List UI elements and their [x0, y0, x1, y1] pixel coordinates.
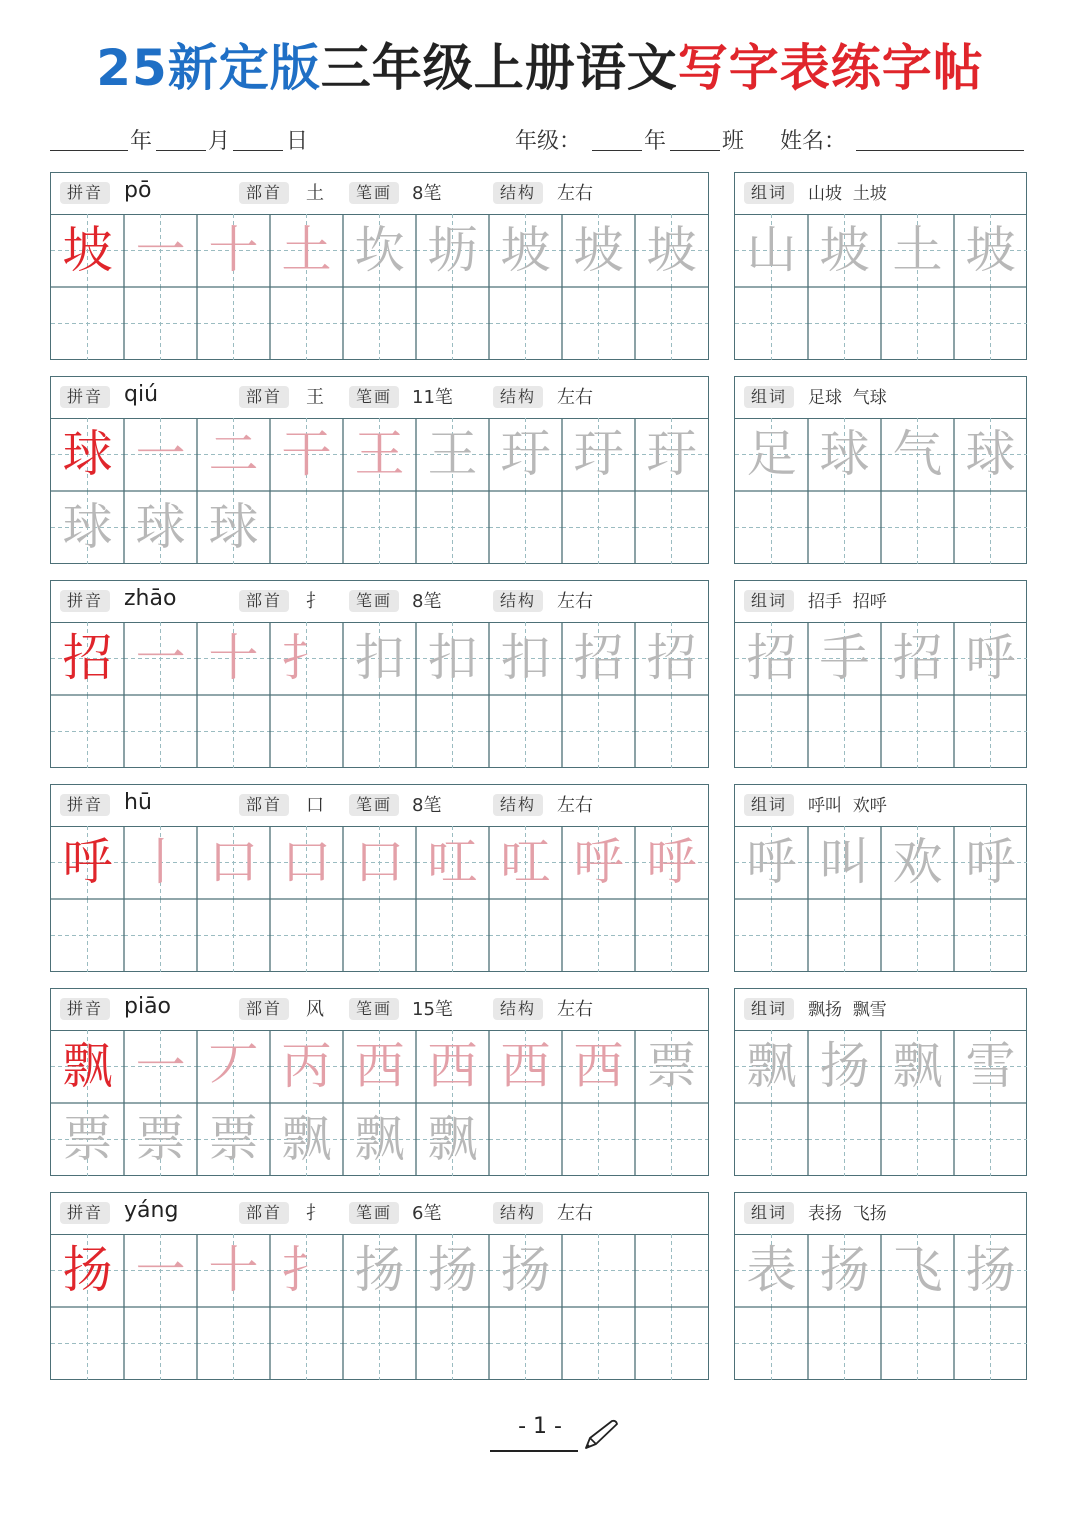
stroke-order-char: 扣: [354, 629, 405, 687]
stroke-order-char: 扣: [500, 629, 551, 687]
stroke-order-char: 王: [354, 425, 405, 483]
stroke-order-cell: [270, 1030, 343, 1103]
stroke-order-cell: [124, 1030, 197, 1103]
char-info-header: [51, 173, 708, 215]
structure-tag: 结构: [493, 182, 543, 204]
word-writing-grid[interactable]: [735, 1234, 1026, 1380]
stroke-order-cell: [416, 418, 489, 491]
footer-underline: [490, 1450, 578, 1452]
stroke-order-char: 西: [500, 1037, 551, 1095]
pinyin-tag: 拼音: [60, 182, 110, 204]
stroke-order-char: 一: [135, 425, 186, 483]
word-char: 气: [892, 425, 943, 483]
pinyin-tag: 拼音: [60, 998, 110, 1020]
stroke-order-cell: [270, 826, 343, 899]
stroke-order-cell: [489, 826, 562, 899]
structure-value: 左右: [557, 1203, 593, 1224]
strokes-value: 8笔: [412, 795, 442, 816]
stroke-order-char: 扬: [500, 1241, 551, 1299]
char-info-header: [51, 785, 708, 827]
strokes-value: 11笔: [412, 387, 453, 408]
stroke-order-cell: [489, 622, 562, 695]
pinyin-tag: 拼音: [60, 1202, 110, 1224]
pinyin-value: yáng: [124, 1198, 179, 1223]
stroke-order-char: 丙: [281, 1037, 332, 1095]
writing-grid[interactable]: [51, 826, 708, 972]
word-char-cell: [735, 1234, 808, 1307]
word-char: 扬: [819, 1241, 870, 1299]
stroke-order-cell: [197, 1030, 270, 1103]
stroke-order-char: 一: [135, 1037, 186, 1095]
model-char: 招: [62, 629, 113, 687]
model-char: 飘: [62, 1037, 113, 1095]
grade-year-label: 年: [644, 129, 667, 154]
name-label: 姓名：: [780, 129, 847, 154]
stroke-order-cell: [343, 214, 416, 287]
stroke-order-char: 扣: [427, 629, 478, 687]
strokes-tag: 笔画: [349, 794, 399, 816]
strokes-value: 8笔: [412, 591, 442, 612]
model-char: 呼: [62, 833, 113, 891]
stroke-order-cell: [270, 622, 343, 695]
month-blank[interactable]: [156, 150, 206, 151]
stroke-order-cell: [124, 418, 197, 491]
char-info-header: [51, 581, 708, 623]
stroke-order-cell: [562, 622, 635, 695]
stroke-order-cell: [635, 1030, 708, 1103]
stroke-order-char: 飘: [427, 1110, 478, 1168]
model-char-cell: [51, 1030, 124, 1103]
strokes-tag: 笔画: [349, 386, 399, 408]
strokes-tag: 笔画: [349, 998, 399, 1020]
stroke-order-char: 票: [135, 1110, 186, 1168]
stroke-order-char: 玗: [573, 425, 624, 483]
word-char-cell: [735, 826, 808, 899]
stroke-order-char: 一: [135, 1241, 186, 1299]
model-char-cell: [51, 622, 124, 695]
word-char-cell: [808, 1030, 881, 1103]
radical-tag: 部首: [239, 998, 289, 1020]
title-part-3: 写字表练字帖: [677, 39, 984, 97]
word-char: 欢: [892, 833, 943, 891]
radical-value: 风: [306, 999, 324, 1020]
stroke-order-char: 叿: [427, 833, 478, 891]
stroke-order-char: 叿: [500, 833, 551, 891]
stroke-order-char: 口: [354, 833, 405, 891]
structure-value: 左右: [557, 591, 593, 612]
stroke-order-cell: [51, 491, 124, 564]
words-header: [735, 581, 1026, 623]
stroke-order-cell: [635, 418, 708, 491]
word-char: 飞: [892, 1241, 943, 1299]
word-writing-grid[interactable]: [735, 826, 1026, 972]
month-label: 月: [208, 129, 231, 154]
stroke-order-char: 坡: [573, 221, 624, 279]
radical-tag: 部首: [239, 386, 289, 408]
char-block: [50, 1192, 1027, 1380]
stroke-order-cell: [124, 1103, 197, 1176]
word-char-cell: [881, 1234, 954, 1307]
word-char: 叫: [819, 833, 870, 891]
radical-value: 口: [306, 795, 324, 816]
writing-grid[interactable]: [51, 622, 708, 768]
stroke-order-cell: [416, 1234, 489, 1307]
words-tag: 组词: [744, 182, 794, 204]
word-char: 足: [746, 425, 797, 483]
stroke-order-char: 坡: [646, 221, 697, 279]
stroke-order-char: 飘: [354, 1110, 405, 1168]
stroke-order-cell: [343, 1103, 416, 1176]
radical-tag: 部首: [239, 794, 289, 816]
word-char-cell: [881, 418, 954, 491]
structure-value: 左右: [557, 795, 593, 816]
char-practice-panel: [50, 784, 709, 972]
stroke-order-cell: [124, 491, 197, 564]
words-header: [735, 1193, 1026, 1235]
word-char-cell: [735, 1030, 808, 1103]
stroke-order-char: 票: [646, 1037, 697, 1095]
word-writing-grid[interactable]: [735, 214, 1026, 360]
word-char-cell: [735, 214, 808, 287]
stroke-order-char: 扬: [427, 1241, 478, 1299]
stroke-order-cell: [562, 826, 635, 899]
word-char-cell: [881, 826, 954, 899]
word-practice-panel: [734, 988, 1027, 1176]
stroke-order-char: 十: [208, 221, 259, 279]
stroke-order-char: 丆: [208, 1037, 259, 1095]
word-char: 坡: [965, 221, 1016, 279]
day-label: 日: [286, 129, 309, 154]
year-blank[interactable]: [50, 150, 128, 151]
word-char-cell: [735, 622, 808, 695]
radical-tag: 部首: [239, 1202, 289, 1224]
info-line: [50, 120, 1025, 156]
word-char: 招: [746, 629, 797, 687]
words-tag: 组词: [744, 386, 794, 408]
stroke-order-char: 球: [135, 498, 186, 556]
stroke-order-char: 飘: [281, 1110, 332, 1168]
words-tag: 组词: [744, 998, 794, 1020]
writing-grid[interactable]: [51, 418, 708, 564]
word-char-cell: [954, 214, 1027, 287]
word-char: 坡: [819, 221, 870, 279]
stroke-order-char: 二: [208, 425, 259, 483]
pinyin-value: zhāo: [124, 586, 177, 611]
model-char-cell: [51, 418, 124, 491]
stroke-order-char: 干: [281, 425, 332, 483]
stroke-order-char: 票: [208, 1110, 259, 1168]
word-char-cell: [954, 622, 1027, 695]
stroke-order-char: 一: [135, 221, 186, 279]
word-writing-grid[interactable]: [735, 1030, 1026, 1176]
word-char: 土: [892, 221, 943, 279]
words-tag: 组词: [744, 590, 794, 612]
stroke-order-cell: [562, 214, 635, 287]
word-practice-panel: [734, 376, 1027, 564]
structure-tag: 结构: [493, 794, 543, 816]
writing-grid[interactable]: [51, 1234, 708, 1380]
stroke-order-char: 坜: [427, 221, 478, 279]
words-value: 呼叫 欢呼: [808, 796, 887, 816]
day-blank[interactable]: [233, 150, 283, 151]
word-char: 招: [892, 629, 943, 687]
char-practice-panel: [50, 376, 709, 564]
page-number: - 1 -: [518, 1414, 562, 1439]
char-info-header: [51, 377, 708, 419]
words-header: [735, 173, 1026, 215]
stroke-order-cell: [489, 1234, 562, 1307]
strokes-value: 8笔: [412, 183, 442, 204]
char-info-header: [51, 989, 708, 1031]
radical-tag: 部首: [239, 590, 289, 612]
word-char: 表: [746, 1241, 797, 1299]
word-char-cell: [808, 622, 881, 695]
pinyin-value: pō: [124, 178, 152, 203]
words-value: 足球 气球: [808, 388, 887, 408]
title-part-2: 三年级上册语文: [320, 39, 678, 97]
writing-grid[interactable]: [51, 1030, 708, 1176]
words-value: 表扬 飞扬: [808, 1204, 887, 1224]
word-practice-panel: [734, 1192, 1027, 1380]
pinyin-value: piāo: [124, 994, 172, 1019]
stroke-order-cell: [489, 1030, 562, 1103]
structure-value: 左右: [557, 387, 593, 408]
radical-value: 扌: [306, 591, 324, 612]
words-value: 飘扬 飘雪: [808, 1000, 887, 1020]
word-char-cell: [881, 622, 954, 695]
words-header: [735, 989, 1026, 1031]
stroke-order-cell: [197, 622, 270, 695]
stroke-order-char: 呼: [573, 833, 624, 891]
stroke-order-char: 土: [281, 221, 332, 279]
writing-grid[interactable]: [51, 214, 708, 360]
word-char-cell: [808, 1234, 881, 1307]
stroke-order-char: 扬: [354, 1241, 405, 1299]
word-char-cell: [881, 214, 954, 287]
word-char: 山: [746, 221, 797, 279]
strokes-tag: 笔画: [349, 590, 399, 612]
structure-value: 左右: [557, 999, 593, 1020]
radical-value: 扌: [306, 1203, 324, 1224]
char-info-header: [51, 1193, 708, 1235]
stroke-order-char: 西: [354, 1037, 405, 1095]
radical-value: 王: [306, 387, 324, 408]
char-block: [50, 784, 1027, 972]
stroke-order-char: 坡: [500, 221, 551, 279]
stroke-order-char: 王: [427, 425, 478, 483]
stroke-order-char: 口: [208, 833, 259, 891]
word-char-cell: [808, 418, 881, 491]
char-practice-panel: [50, 1192, 709, 1380]
words-header: [735, 785, 1026, 827]
stroke-order-char: 玗: [646, 425, 697, 483]
stroke-order-char: 呼: [646, 833, 697, 891]
class-blank[interactable]: [670, 150, 720, 151]
char-practice-panel: [50, 988, 709, 1176]
stroke-order-cell: [343, 826, 416, 899]
model-char-cell: [51, 826, 124, 899]
char-block: [50, 172, 1027, 360]
model-char: 扬: [62, 1241, 113, 1299]
words-tag: 组词: [744, 1202, 794, 1224]
radical-value: 土: [306, 183, 324, 204]
pinyin-value: qiú: [124, 382, 159, 407]
stroke-order-char: 球: [62, 498, 113, 556]
title-part-1: 25新定版: [96, 39, 321, 97]
stroke-order-char: 招: [573, 629, 624, 687]
class-label: 班: [722, 129, 745, 154]
structure-value: 左右: [557, 183, 593, 204]
stroke-order-char: 一: [135, 629, 186, 687]
strokes-value: 6笔: [412, 1203, 442, 1224]
pinyin-tag: 拼音: [60, 794, 110, 816]
stroke-order-char: 十: [208, 629, 259, 687]
stroke-order-char: 口: [281, 833, 332, 891]
pinyin-tag: 拼音: [60, 590, 110, 612]
stroke-order-cell: [124, 1234, 197, 1307]
stroke-order-cell: [270, 418, 343, 491]
model-char-cell: [51, 1234, 124, 1307]
char-block: [50, 580, 1027, 768]
word-char: 扬: [965, 1241, 1016, 1299]
stroke-order-cell: [343, 1030, 416, 1103]
pen-icon: [580, 1418, 620, 1452]
stroke-order-cell: [343, 418, 416, 491]
stroke-order-cell: [562, 418, 635, 491]
char-practice-panel: [50, 172, 709, 360]
char-block: [50, 376, 1027, 564]
stroke-order-cell: [416, 1103, 489, 1176]
strokes-value: 15笔: [412, 999, 453, 1020]
strokes-tag: 笔画: [349, 182, 399, 204]
grade-year-blank[interactable]: [592, 150, 642, 151]
radical-tag: 部首: [239, 182, 289, 204]
stroke-order-cell: [343, 1234, 416, 1307]
strokes-tag: 笔画: [349, 1202, 399, 1224]
name-blank[interactable]: [856, 150, 1024, 151]
stroke-order-cell: [197, 418, 270, 491]
stroke-order-cell: [270, 1103, 343, 1176]
stroke-order-cell: [489, 214, 562, 287]
stroke-order-char: 坎: [354, 221, 405, 279]
structure-tag: 结构: [493, 386, 543, 408]
stroke-order-cell: [416, 1030, 489, 1103]
word-char: 手: [819, 629, 870, 687]
stroke-order-cell: [416, 826, 489, 899]
word-practice-panel: [734, 784, 1027, 972]
word-practice-panel: [734, 172, 1027, 360]
stroke-order-cell: [635, 622, 708, 695]
word-char-cell: [954, 826, 1027, 899]
word-char-cell: [735, 418, 808, 491]
char-block: [50, 988, 1027, 1176]
model-char: 球: [62, 425, 113, 483]
word-writing-grid[interactable]: [735, 622, 1026, 768]
stroke-order-char: 丨: [135, 833, 186, 891]
stroke-order-cell: [270, 214, 343, 287]
word-practice-panel: [734, 580, 1027, 768]
structure-tag: 结构: [493, 590, 543, 612]
stroke-order-cell: [343, 622, 416, 695]
stroke-order-char: 扌: [281, 629, 332, 687]
model-char: 坡: [62, 221, 113, 279]
word-char: 飘: [746, 1037, 797, 1095]
word-char-cell: [808, 826, 881, 899]
word-char: 球: [819, 425, 870, 483]
model-char-cell: [51, 214, 124, 287]
grade-label: 年级：: [515, 129, 582, 154]
page-title: [0, 28, 1080, 100]
pinyin-tag: 拼音: [60, 386, 110, 408]
word-char: 球: [965, 425, 1016, 483]
stroke-order-cell: [124, 214, 197, 287]
structure-tag: 结构: [493, 998, 543, 1020]
words-value: 山坡 土坡: [808, 184, 887, 204]
stroke-order-cell: [197, 1103, 270, 1176]
stroke-order-cell: [197, 491, 270, 564]
stroke-order-cell: [416, 214, 489, 287]
stroke-order-cell: [416, 622, 489, 695]
word-char: 扬: [819, 1037, 870, 1095]
stroke-order-cell: [489, 418, 562, 491]
stroke-order-char: 招: [646, 629, 697, 687]
word-char-cell: [954, 1234, 1027, 1307]
year-label: 年: [130, 129, 153, 154]
word-char: 呼: [965, 833, 1016, 891]
word-char-cell: [808, 214, 881, 287]
char-practice-panel: [50, 580, 709, 768]
word-char: 雪: [965, 1037, 1016, 1095]
word-char-cell: [954, 1030, 1027, 1103]
word-writing-grid[interactable]: [735, 418, 1026, 564]
stroke-order-cell: [197, 214, 270, 287]
stroke-order-cell: [270, 1234, 343, 1307]
words-tag: 组词: [744, 794, 794, 816]
stroke-order-char: 西: [573, 1037, 624, 1095]
stroke-order-char: 球: [208, 498, 259, 556]
words-value: 招手 招呼: [808, 592, 887, 612]
stroke-order-cell: [197, 1234, 270, 1307]
stroke-order-cell: [124, 622, 197, 695]
stroke-order-cell: [562, 1030, 635, 1103]
stroke-order-char: 票: [62, 1110, 113, 1168]
pinyin-value: hū: [124, 790, 152, 815]
word-char: 飘: [892, 1037, 943, 1095]
word-char-cell: [954, 418, 1027, 491]
stroke-order-cell: [124, 826, 197, 899]
stroke-order-char: 十: [208, 1241, 259, 1299]
stroke-order-char: 西: [427, 1037, 478, 1095]
stroke-order-cell: [635, 214, 708, 287]
word-char-cell: [881, 1030, 954, 1103]
word-char: 呼: [965, 629, 1016, 687]
word-char: 呼: [746, 833, 797, 891]
stroke-order-cell: [51, 1103, 124, 1176]
stroke-order-char: 玗: [500, 425, 551, 483]
words-header: [735, 377, 1026, 419]
stroke-order-cell: [635, 826, 708, 899]
stroke-order-char: 扌: [281, 1241, 332, 1299]
structure-tag: 结构: [493, 1202, 543, 1224]
stroke-order-cell: [197, 826, 270, 899]
